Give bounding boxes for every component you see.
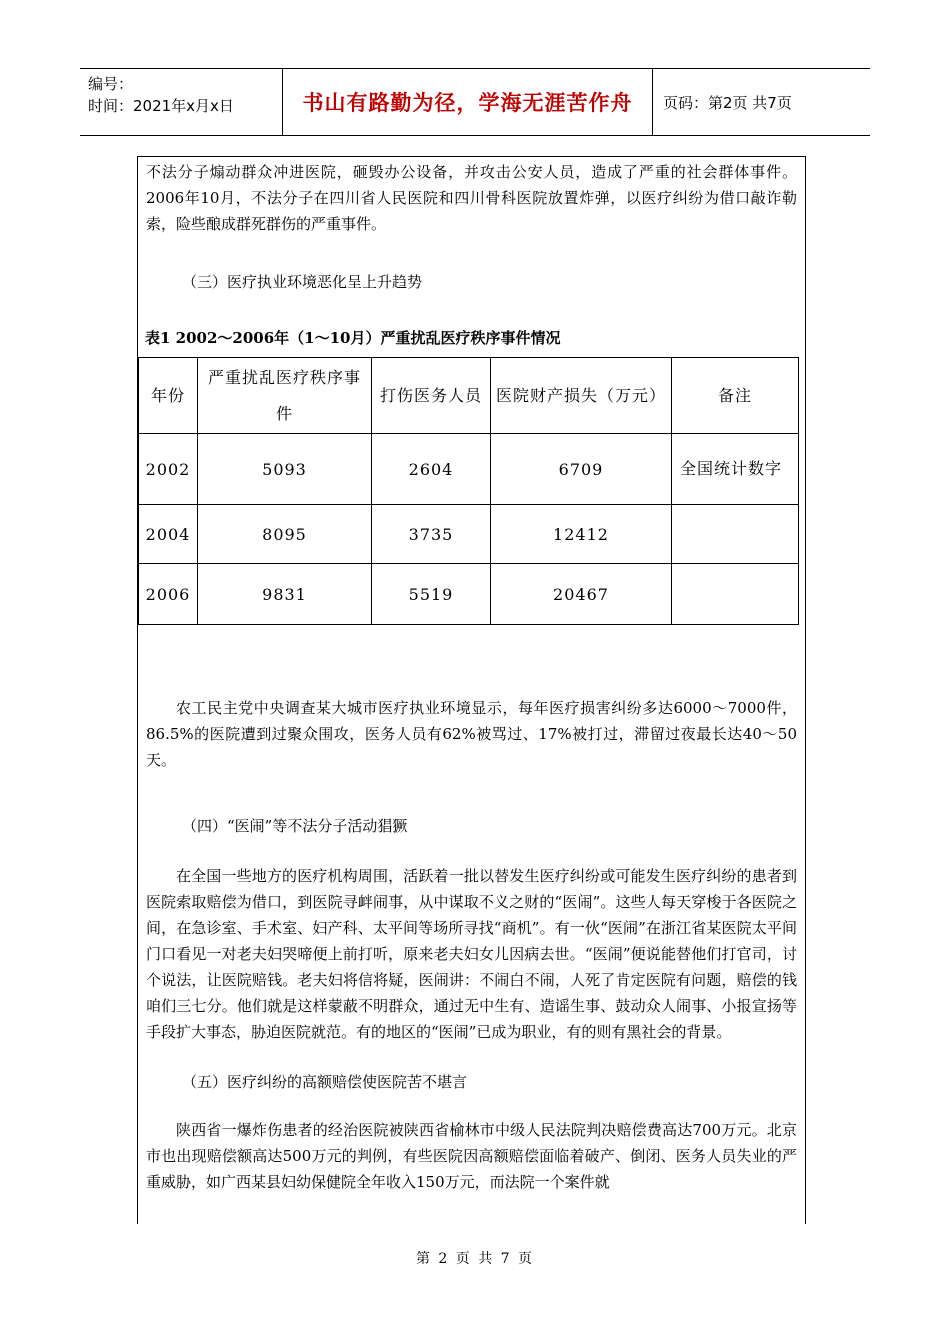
header-cell-year: 年份 bbox=[139, 358, 198, 434]
cell-injured: 2604 bbox=[372, 434, 491, 505]
page-header bbox=[80, 68, 870, 136]
section-heading-3: （三）医疗执业环境恶化呈上升趋势 bbox=[182, 273, 423, 291]
header-page-info: 页码：第2页 共7页 bbox=[663, 93, 792, 112]
cell-year: 2002 bbox=[139, 434, 198, 505]
cell-loss: 6709 bbox=[491, 434, 672, 505]
time-label: 时间：2021年x月x日 bbox=[88, 97, 234, 115]
section-heading-5: （五）医疗纠纷的高额赔偿使医院苦不堪言 bbox=[182, 1073, 468, 1091]
header-cell-injured: 打伤医务人员 bbox=[372, 358, 491, 434]
cell-note bbox=[672, 564, 799, 625]
serial-label: 编号： bbox=[88, 75, 134, 93]
header-meta bbox=[80, 69, 283, 135]
cell-incidents: 9831 bbox=[198, 564, 372, 625]
header-cell-loss: 医院财产损失（万元） bbox=[491, 358, 672, 434]
header-cell-note: 备注 bbox=[672, 358, 799, 434]
paragraph-4: 陕西省一爆炸伤患者的经治医院被陕西省榆林市中级人民法院判决赔偿费高达700万元。北京市也出现赔偿额高达500万元的判例，有些医院因高额赔偿面临着破产、倒闭、医务人员失业的严重威胁，如广西某县妇幼保健院全年收入150万元，而法院一个案件就 bbox=[146, 1121, 797, 1191]
cell-loss: 12412 bbox=[491, 505, 672, 564]
table-row bbox=[139, 434, 799, 505]
paragraph-3: 在全国一些地方的医疗机构周围，活跃着一批以替发生医疗纠纷或可能发生医疗纠纷的患者到医院索取赔偿为借口，到医院寻衅闹事，从中谋取不义之财的“医闹”。这些人每天穿梭于各医院之间，在急诊室、手术室、妇产科、太平间等场所寻找“商机”。有一伙“医闹”在浙江省某医院太平间门口看见一对老夫妇哭啼便上前打听，原来老夫妇女儿因病去世。“医闹”便说能替他们打官司，讨个说法，让医院赔钱。老夫妇将信将疑，医闹讲：不闹白不闹，人死了肯定医院有问题，赔偿的钱咱们三七分。他们就是这样蒙蔽不明群众，通过无中生有、造谣生事、鼓动众人闹事、小报宣扬等手段扩大事态，胁迫医院就范。有的地区的“医闹”已成为职业，有的则有黑社会的背景。 bbox=[146, 867, 797, 1041]
cell-injured: 3735 bbox=[372, 505, 491, 564]
section-heading-4: （四）“医闹”等不法分子活动猖獗 bbox=[182, 817, 408, 835]
cell-note bbox=[672, 505, 799, 564]
header-cell-incidents: 严重扰乱医疗秩序事件 bbox=[198, 358, 372, 434]
document-body bbox=[137, 156, 806, 1224]
header-motto: 书山有路勤为径，学海无涯苦作舟 bbox=[283, 69, 653, 135]
page-footer: 第 2 页 共 7 页 bbox=[415, 1251, 535, 1267]
cell-injured: 5519 bbox=[372, 564, 491, 625]
statistics-table bbox=[138, 357, 799, 625]
cell-year: 2006 bbox=[139, 564, 198, 625]
cell-note: 全国统计数字 bbox=[672, 434, 799, 505]
paragraph-2: 农工民主党中央调查某大城市医疗执业环境显示，每年医疗损害纠纷多达6000～7000件，86.5%的医院遭到过聚众围攻，医务人员有62%被骂过、17%被打过，滞留过夜最长达40～50天。 bbox=[146, 699, 797, 769]
table-row bbox=[139, 505, 799, 564]
cell-incidents: 8095 bbox=[198, 505, 372, 564]
table-header-row bbox=[139, 358, 799, 434]
cell-incidents: 5093 bbox=[198, 434, 372, 505]
paragraph-1: 不法分子煽动群众冲进医院，砸毁办公设备，并攻击公安人员，造成了严重的社会群体事件。2006年10月，不法分子在四川省人民医院和四川骨科医院放置炸弹，以医疗纠纷为借口敲诈勒索，险些酿成群死群伤的严重事件。 bbox=[146, 163, 797, 233]
table-row bbox=[139, 564, 799, 625]
table-title: 表1 2002～2006年（1～10月）严重扰乱医疗秩序事件情况 bbox=[145, 329, 561, 347]
cell-year: 2004 bbox=[139, 505, 198, 564]
cell-loss: 20467 bbox=[491, 564, 672, 625]
